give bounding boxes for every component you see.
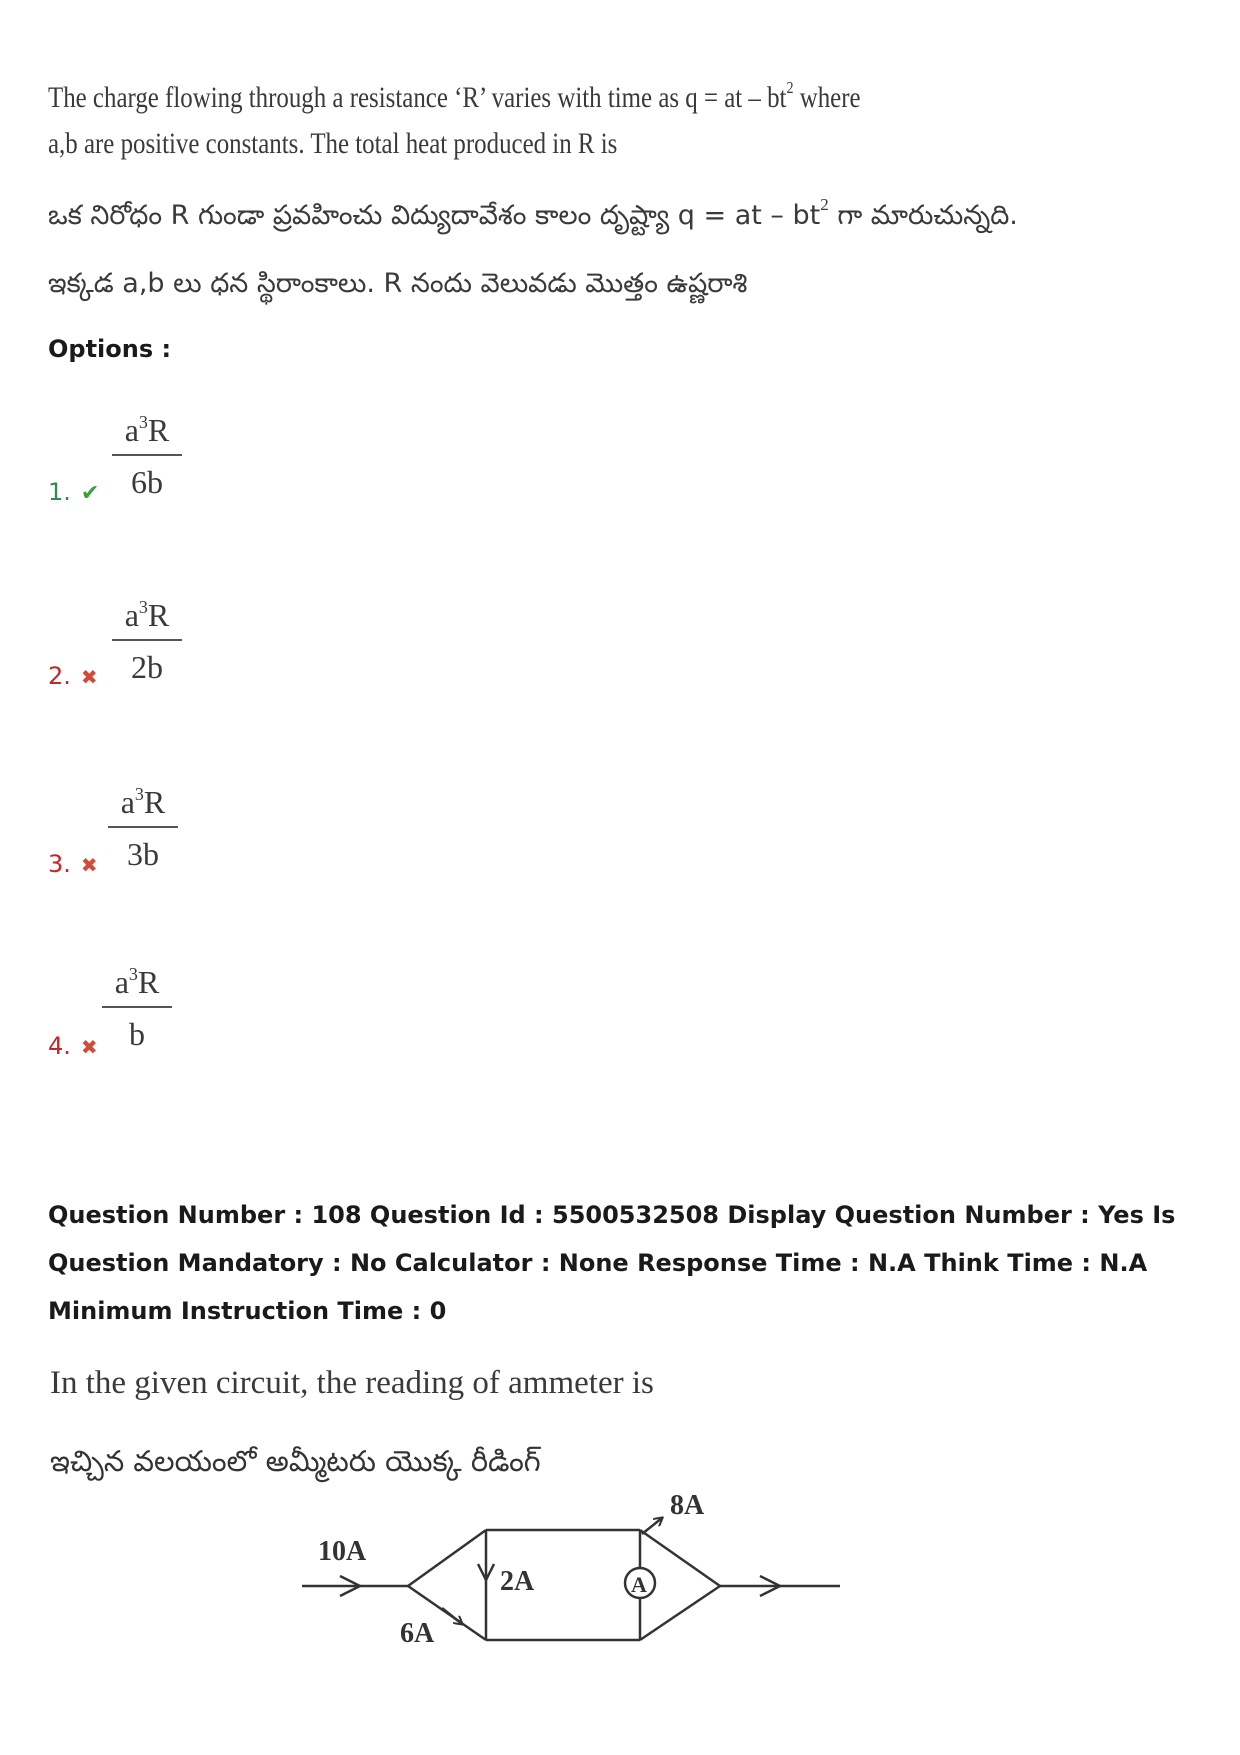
fraction-bar xyxy=(102,1006,172,1008)
question-text-part: ఒక నిరోధం R గుండా ప్రవహించు విద్యుదావేశం కాలం దృష్ట్యా q = at – bt xyxy=(48,200,821,231)
denominator: b xyxy=(129,1016,145,1052)
question-text-part: where xyxy=(793,81,861,114)
fraction-bar xyxy=(112,454,182,456)
middle-branch-label: 2A xyxy=(500,1566,535,1597)
option-1-number xyxy=(48,478,99,506)
question-text-te-line2 xyxy=(48,263,747,304)
options-label: Options : xyxy=(48,335,172,363)
option-number-label: 4. xyxy=(48,1032,71,1060)
numerator-base: a xyxy=(124,412,139,448)
option-number-label: 3. xyxy=(48,850,71,878)
exponent: 3 xyxy=(134,784,144,804)
lower-branch-label: 6A xyxy=(400,1618,435,1649)
option-4-number xyxy=(48,1032,98,1060)
option-4-formula xyxy=(102,962,172,1054)
exponent: 3 xyxy=(138,597,148,617)
question-text-en-line2 xyxy=(48,124,617,164)
option-2-formula xyxy=(112,595,182,687)
question-text-part: ఇక్కడ a,b లు ధన స్థిరాంకాలు. R నందు వెలువడు మొత్తం ఉష్ణరాశి xyxy=(48,268,748,299)
cross-icon: ✖ xyxy=(80,1035,98,1059)
question-text-part: ఇచ్చిన వలయంలో అమ్మీటరు యొక్క రీడింగ్ xyxy=(50,1444,541,1478)
numerator-base: a xyxy=(124,597,139,633)
input-current-label: 10A xyxy=(318,1536,367,1567)
option-3-formula xyxy=(108,782,178,874)
denominator: 2b xyxy=(131,649,163,685)
left-upper-wire xyxy=(408,1530,486,1586)
exponent: 3 xyxy=(138,412,148,432)
right-lower-wire xyxy=(640,1586,720,1640)
numerator-base: a xyxy=(120,784,135,820)
question-text-part: The charge flowing through a resistance ‘R’ varies with time as q = at – bt xyxy=(48,81,787,114)
denominator: 3b xyxy=(127,836,159,872)
fraction-bar xyxy=(112,639,182,641)
numerator-tail: R xyxy=(147,597,170,633)
question-text-te-line1 xyxy=(48,195,1018,236)
circuit-diagram xyxy=(290,1490,850,1660)
question-text-part: గా మారుచున్నది. xyxy=(828,200,1018,231)
check-icon: ✔ xyxy=(80,481,100,506)
fraction-bar xyxy=(108,826,178,828)
option-number-label: 2. xyxy=(48,662,71,690)
exponent: 3 xyxy=(128,964,138,984)
question-108-text-en: In the given circuit, the reading of ammeter is xyxy=(50,1365,654,1401)
numerator-base: a xyxy=(114,964,129,1000)
numerator-tail: R xyxy=(147,412,170,448)
numerator-tail: R xyxy=(137,964,160,1000)
option-3-number xyxy=(48,850,98,878)
option-1-formula xyxy=(112,410,182,502)
right-upper-wire xyxy=(640,1530,720,1586)
question-text-part: a,b are positive constants. The total heat produced in R is xyxy=(48,127,618,160)
option-number-label: 1. xyxy=(48,478,71,506)
denominator: 6b xyxy=(131,464,163,500)
ammeter-label: A xyxy=(631,1572,647,1597)
superscript: 2 xyxy=(820,195,829,214)
superscript: 2 xyxy=(786,78,794,97)
numerator-tail: R xyxy=(143,784,166,820)
option-2-number xyxy=(48,662,98,690)
question-meta: Question Number : 108 Question Id : 5500532508 Display Question Number : Yes Is Question Mandatory : No Calculator : None Response Time : N.A Think Time : N.A Minimum Instruction Time : 0 xyxy=(48,1201,1176,1325)
cross-icon: ✖ xyxy=(80,853,98,877)
cross-icon: ✖ xyxy=(80,665,98,689)
question-108-text-te xyxy=(50,1440,541,1486)
upper-out-label: 8A xyxy=(670,1490,705,1521)
lower-branch-arrow xyxy=(442,1608,462,1624)
upper-out-arrow xyxy=(642,1518,662,1534)
question-text-en-line1 xyxy=(48,78,861,118)
